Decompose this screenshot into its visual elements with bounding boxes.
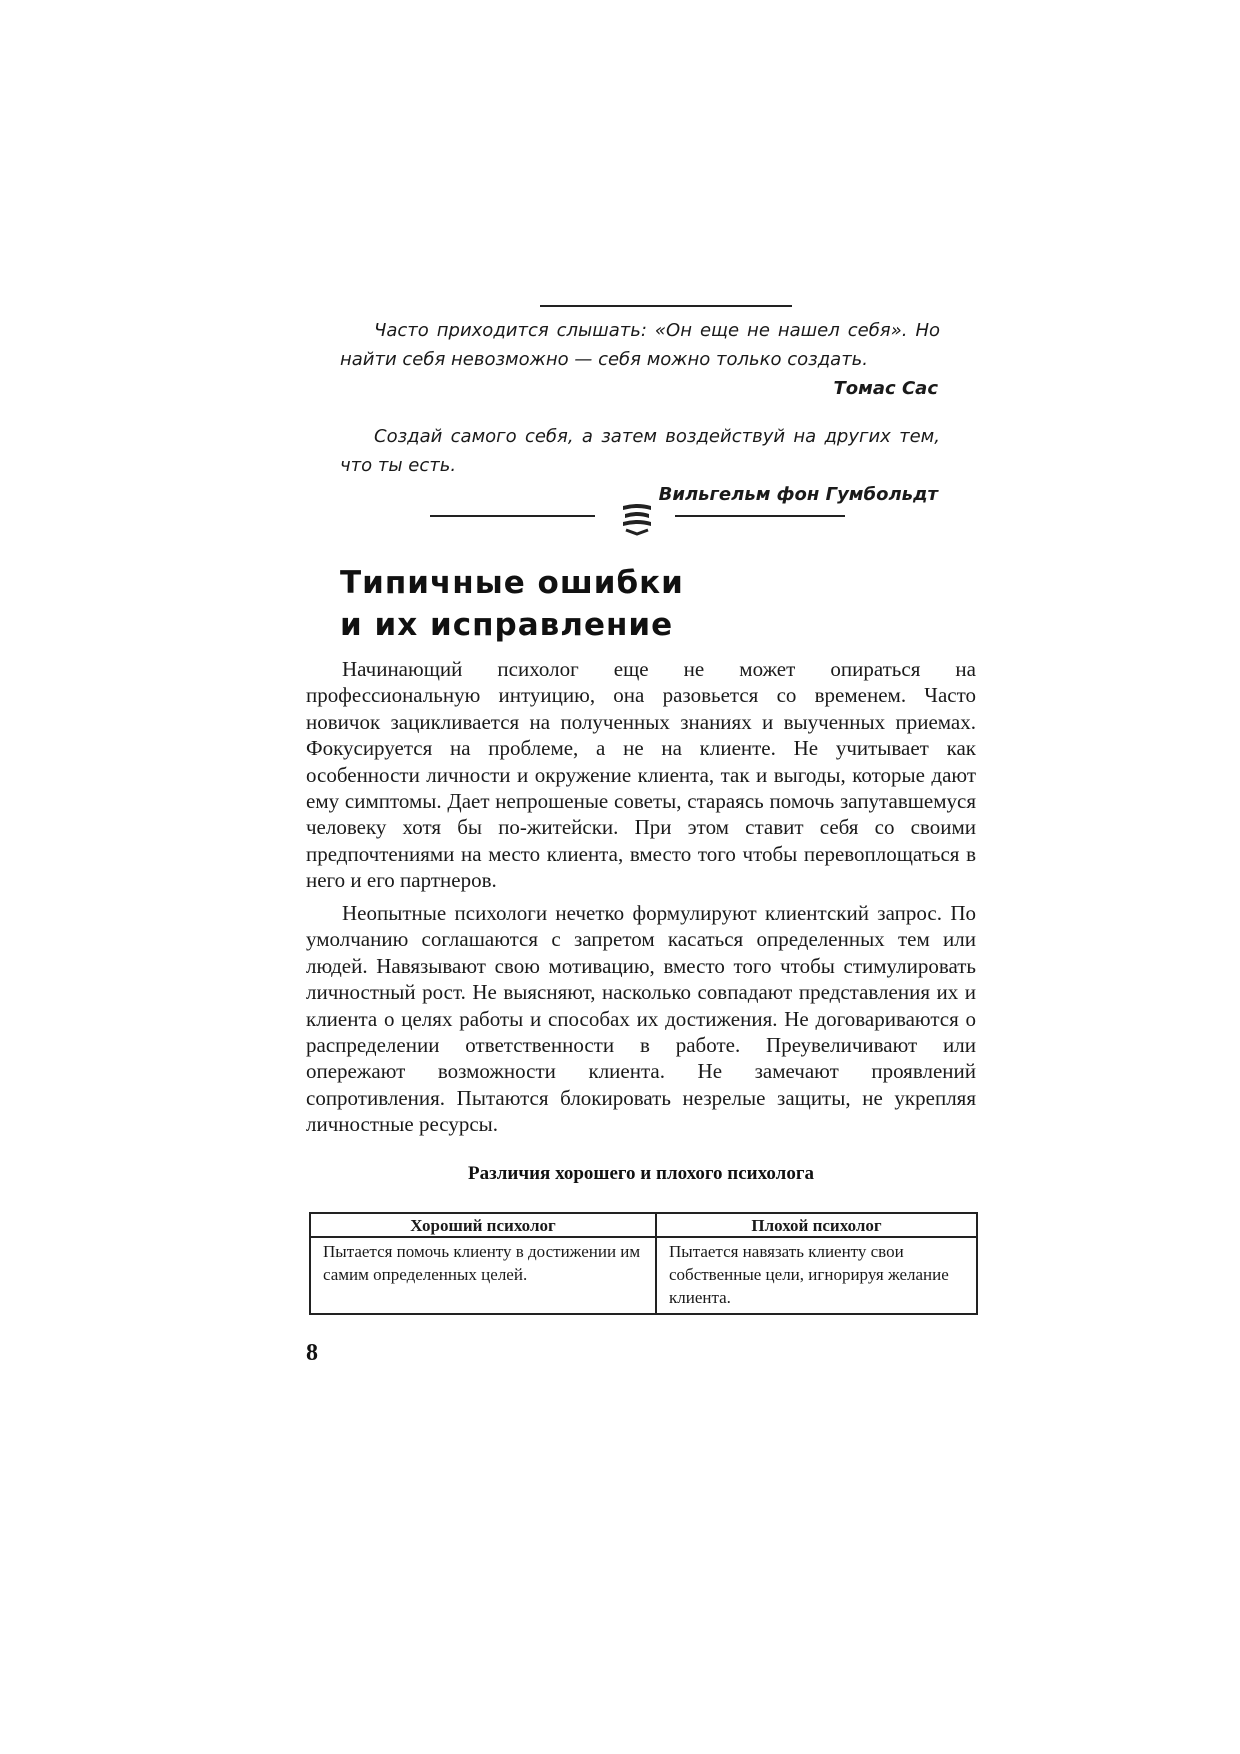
epigraph-1-author: Томас Сас: [833, 378, 938, 399]
table-header-good: Хороший психолог: [310, 1213, 656, 1237]
epigraph-1: [340, 316, 940, 403]
divider-line-right: [675, 515, 845, 517]
page-number: 8: [306, 1340, 318, 1366]
epigraph-2-author: Вильгельм фон Гумбольдт: [658, 484, 938, 505]
table-cell-good: Пытается помочь клиенту в достижении им самим определенных целей.: [310, 1237, 656, 1314]
table-header-row: [310, 1213, 977, 1237]
epigraph-2-quote: Создай самого себя, а затем воздействуй на других тем, что ты есть.: [340, 426, 940, 476]
section-title-line-2: и их исправление: [340, 607, 674, 643]
top-rule: [540, 305, 792, 307]
divider-line-left: [430, 515, 595, 517]
table-row: [310, 1237, 977, 1314]
section-title: [340, 562, 940, 646]
epigraph-1-quote: Часто приходится слышать: «Он еще не нашел себя». Но найти себя невозможно — себя можно только создать.: [340, 320, 940, 370]
paragraph-1: Начинающий психолог еще не может опираться на профессиональную интуицию, она разовьется со временем. Часто новичок зацикливается на полученных знаниях и выученных приемах. Фокусируется на проблеме, а не на клиенте. Не учитывает как особенности личности и окружение клиента, так и выгоды, которые дают ему симптомы. Дает непрошеные советы, стараясь помочь запутавшемуся человеку хотя бы по-житейски. При этом ставит себя со своими предпочтениями на место клиента, вместо того чтобы перевоплощаться в него и его партнеров.: [306, 657, 976, 893]
section-divider: [430, 500, 845, 540]
paragraph-2: Неопытные психологи нечетко формулируют клиентский запрос. По умолчанию соглашаются с запретом касаться определенных тем или людей. Навязывают свою мотивацию, вместо того чтобы стимулировать личностный рост. Не выясняют, насколько совпадают представления их и клиента о целях работы и способах их достижения. Не договариваются о распределении ответственности в работе. Преувеличивают или опережают возможности клиента. Не замечают проявлений сопротивления. Пытаются блокировать незрелые защиты, не укрепляя личностные ресурсы.: [306, 901, 976, 1137]
comparison-table: [309, 1212, 978, 1315]
table-caption: Различия хорошего и плохого психолога: [468, 1163, 814, 1184]
epigraph-2: [340, 422, 940, 509]
section-title-line-1: Типичные ошибки: [340, 565, 684, 601]
table-header-bad: Плохой психолог: [656, 1213, 977, 1237]
table-cell-bad: Пытается навязать клиенту свои собственные цели, игнорируя желание клиента.: [656, 1237, 977, 1314]
books-icon: [620, 500, 654, 536]
